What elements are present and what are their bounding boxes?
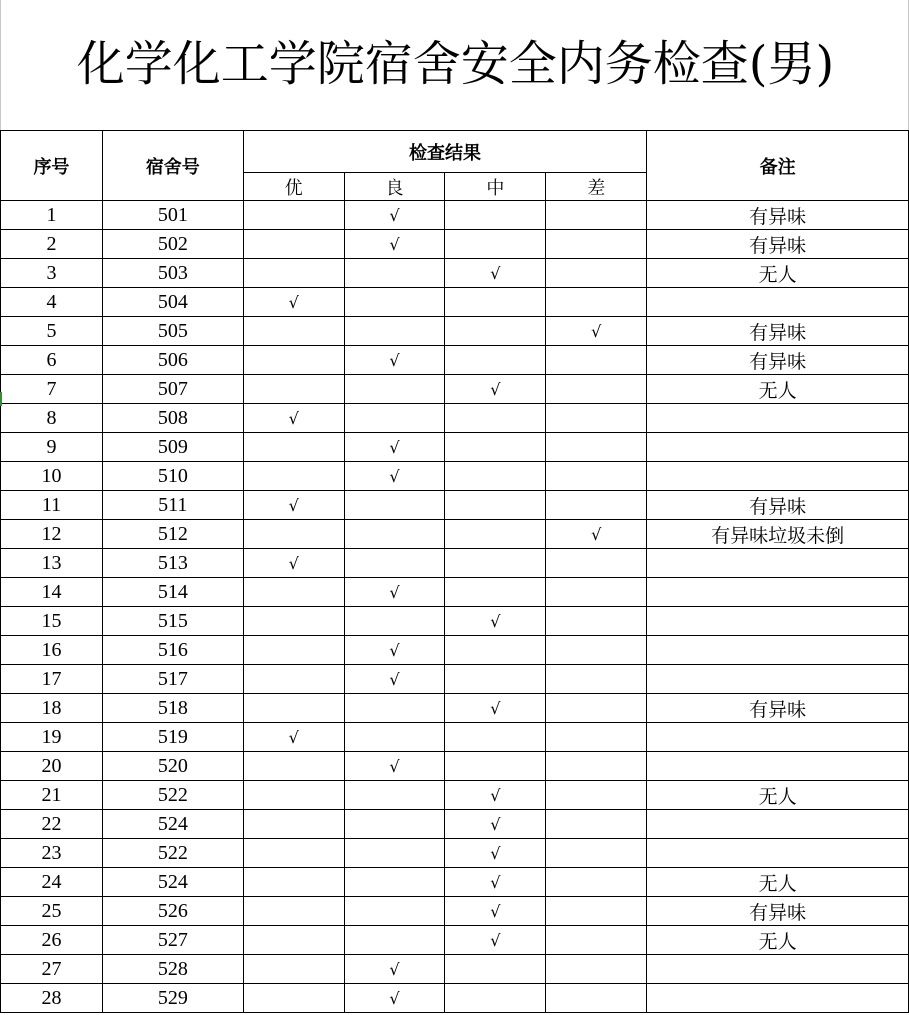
cell-note[interactable]: 无人 (647, 375, 909, 404)
cell-grade-good[interactable]: √ (344, 984, 445, 1013)
cell-grade-medium[interactable]: √ (445, 868, 546, 897)
cell-grade-good[interactable]: √ (344, 230, 445, 259)
cell-grade-excellent[interactable]: √ (243, 549, 344, 578)
cell-grade-medium[interactable]: √ (445, 839, 546, 868)
cell-grade-excellent[interactable]: √ (243, 491, 344, 520)
cell-note[interactable]: 有异味 (647, 491, 909, 520)
cell-note[interactable] (647, 810, 909, 839)
header-grade-medium[interactable]: 中 (445, 173, 546, 201)
cell-grade-good[interactable]: √ (344, 462, 445, 491)
cell-dorm[interactable]: 510 (102, 462, 243, 491)
cell-grade-excellent[interactable] (243, 694, 344, 723)
cell-seq[interactable]: 8 (1, 404, 103, 433)
cell-dorm[interactable]: 522 (102, 781, 243, 810)
cell-grade-medium[interactable] (445, 346, 546, 375)
cell-seq[interactable]: 11 (1, 491, 103, 520)
cell-grade-medium[interactable]: √ (445, 897, 546, 926)
cell-grade-medium[interactable] (445, 433, 546, 462)
cell-grade-good[interactable]: √ (344, 578, 445, 607)
cell-note[interactable]: 无人 (647, 781, 909, 810)
cell-dorm[interactable]: 526 (102, 897, 243, 926)
cell-note[interactable] (647, 955, 909, 984)
cell-seq[interactable]: 12 (1, 520, 103, 549)
header-note[interactable]: 备注 (647, 131, 909, 201)
cell-seq[interactable]: 26 (1, 926, 103, 955)
cell-grade-medium[interactable] (445, 288, 546, 317)
cell-grade-poor[interactable] (546, 375, 647, 404)
cell-grade-good[interactable]: √ (344, 955, 445, 984)
cell-dorm[interactable]: 518 (102, 694, 243, 723)
cell-grade-good[interactable]: √ (344, 636, 445, 665)
cell-grade-medium[interactable]: √ (445, 926, 546, 955)
cell-grade-excellent[interactable] (243, 607, 344, 636)
cell-grade-poor[interactable] (546, 781, 647, 810)
cell-seq[interactable]: 2 (1, 230, 103, 259)
cell-grade-good[interactable]: √ (344, 201, 445, 230)
cell-note[interactable]: 无人 (647, 868, 909, 897)
cell-seq[interactable]: 7 (1, 375, 103, 404)
cell-grade-good[interactable] (344, 897, 445, 926)
cell-grade-poor[interactable] (546, 549, 647, 578)
cell-grade-good[interactable] (344, 317, 445, 346)
cell-grade-excellent[interactable] (243, 520, 344, 549)
cell-grade-excellent[interactable] (243, 433, 344, 462)
cell-grade-good[interactable] (344, 549, 445, 578)
cell-grade-medium[interactable]: √ (445, 607, 546, 636)
cell-grade-medium[interactable]: √ (445, 781, 546, 810)
cell-note[interactable] (647, 723, 909, 752)
table-row (1, 288, 909, 317)
cell-grade-good[interactable] (344, 404, 445, 433)
cell-grade-good[interactable] (344, 288, 445, 317)
cell-grade-poor[interactable]: √ (546, 520, 647, 549)
cell-seq[interactable]: 15 (1, 607, 103, 636)
cell-grade-excellent[interactable] (243, 578, 344, 607)
cell-grade-good[interactable] (344, 520, 445, 549)
cell-grade-excellent[interactable] (243, 926, 344, 955)
table-row (1, 984, 909, 1013)
cell-grade-good[interactable] (344, 694, 445, 723)
cell-seq[interactable]: 3 (1, 259, 103, 288)
table-row (1, 694, 909, 723)
cell-grade-excellent[interactable] (243, 781, 344, 810)
cell-grade-excellent[interactable]: √ (243, 723, 344, 752)
cell-grade-excellent[interactable] (243, 636, 344, 665)
cell-dorm[interactable]: 522 (102, 839, 243, 868)
cell-dorm[interactable]: 514 (102, 578, 243, 607)
table-row (1, 317, 909, 346)
cell-grade-excellent[interactable] (243, 984, 344, 1013)
table-row (1, 810, 909, 839)
table-row (1, 752, 909, 781)
cell-grade-medium[interactable] (445, 984, 546, 1013)
cell-grade-medium[interactable] (445, 723, 546, 752)
cell-note[interactable] (647, 752, 909, 781)
cell-grade-excellent[interactable] (243, 462, 344, 491)
cell-dorm[interactable]: 524 (102, 868, 243, 897)
cell-grade-poor[interactable] (546, 810, 647, 839)
table-row (1, 520, 909, 549)
table-row (1, 926, 909, 955)
cell-dorm[interactable]: 527 (102, 926, 243, 955)
selection-marker (0, 392, 2, 406)
cell-grade-medium[interactable] (445, 491, 546, 520)
cell-grade-poor[interactable] (546, 201, 647, 230)
cell-dorm[interactable]: 516 (102, 636, 243, 665)
cell-note[interactable] (647, 984, 909, 1013)
cell-grade-excellent[interactable]: √ (243, 288, 344, 317)
cell-grade-poor[interactable] (546, 433, 647, 462)
cell-note[interactable] (647, 404, 909, 433)
cell-note[interactable]: 有异味 (647, 897, 909, 926)
cell-seq[interactable]: 1 (1, 201, 103, 230)
table-row (1, 404, 909, 433)
cell-dorm[interactable]: 507 (102, 375, 243, 404)
cell-dorm[interactable]: 512 (102, 520, 243, 549)
cell-seq[interactable]: 19 (1, 723, 103, 752)
cell-grade-medium[interactable]: √ (445, 810, 546, 839)
cell-dorm[interactable]: 513 (102, 549, 243, 578)
cell-dorm[interactable]: 519 (102, 723, 243, 752)
cell-seq[interactable]: 21 (1, 781, 103, 810)
cell-dorm[interactable]: 517 (102, 665, 243, 694)
cell-note[interactable] (647, 462, 909, 491)
cell-seq[interactable]: 13 (1, 549, 103, 578)
cell-grade-poor[interactable] (546, 607, 647, 636)
cell-seq[interactable]: 16 (1, 636, 103, 665)
cell-seq[interactable]: 10 (1, 462, 103, 491)
cell-note[interactable] (647, 607, 909, 636)
cell-grade-medium[interactable] (445, 578, 546, 607)
cell-grade-medium[interactable] (445, 230, 546, 259)
cell-grade-poor[interactable]: √ (546, 317, 647, 346)
cell-dorm[interactable]: 508 (102, 404, 243, 433)
header-grade-good[interactable]: 良 (344, 173, 445, 201)
cell-grade-excellent[interactable] (243, 897, 344, 926)
table-row (1, 201, 909, 230)
cell-grade-poor[interactable] (546, 288, 647, 317)
cell-grade-medium[interactable] (445, 955, 546, 984)
cell-grade-good[interactable] (344, 491, 445, 520)
cell-grade-poor[interactable] (546, 462, 647, 491)
cell-grade-poor[interactable] (546, 839, 647, 868)
table-row (1, 607, 909, 636)
cell-dorm[interactable]: 506 (102, 346, 243, 375)
title-area (0, 0, 909, 130)
table-row (1, 868, 909, 897)
cell-grade-excellent[interactable]: √ (243, 404, 344, 433)
cell-dorm[interactable]: 520 (102, 752, 243, 781)
cell-grade-excellent[interactable] (243, 955, 344, 984)
cell-grade-medium[interactable] (445, 636, 546, 665)
table-row (1, 665, 909, 694)
cell-grade-good[interactable] (344, 375, 445, 404)
cell-grade-excellent[interactable] (243, 839, 344, 868)
cell-grade-excellent[interactable] (243, 201, 344, 230)
cell-seq[interactable]: 25 (1, 897, 103, 926)
table-row (1, 433, 909, 462)
cell-note[interactable] (647, 549, 909, 578)
cell-grade-poor[interactable] (546, 955, 647, 984)
header-dorm[interactable]: 宿舍号 (102, 131, 243, 201)
cell-grade-poor[interactable] (546, 897, 647, 926)
cell-note[interactable]: 有异味 (647, 201, 909, 230)
cell-seq[interactable]: 17 (1, 665, 103, 694)
cell-grade-excellent[interactable] (243, 810, 344, 839)
header-grade-excellent[interactable]: 优 (243, 173, 344, 201)
table-row (1, 955, 909, 984)
cell-seq[interactable]: 27 (1, 955, 103, 984)
table-row (1, 549, 909, 578)
table-row (1, 578, 909, 607)
cell-dorm[interactable]: 509 (102, 433, 243, 462)
table-row (1, 839, 909, 868)
cell-grade-good[interactable] (344, 723, 445, 752)
cell-note[interactable]: 有异味 (647, 346, 909, 375)
cell-grade-excellent[interactable] (243, 317, 344, 346)
cell-grade-poor[interactable] (546, 694, 647, 723)
header-result[interactable]: 检查结果 (243, 131, 646, 173)
cell-grade-medium[interactable]: √ (445, 375, 546, 404)
cell-grade-medium[interactable] (445, 404, 546, 433)
cell-grade-poor[interactable] (546, 926, 647, 955)
cell-note[interactable] (647, 839, 909, 868)
cell-grade-poor[interactable] (546, 723, 647, 752)
cell-seq[interactable]: 18 (1, 694, 103, 723)
header-seq[interactable]: 序号 (1, 131, 103, 201)
sheet-title: 化学化工学院宿舍安全内务检查(男) (76, 36, 835, 92)
cell-grade-poor[interactable] (546, 578, 647, 607)
table-row (1, 346, 909, 375)
cell-dorm[interactable]: 503 (102, 259, 243, 288)
table-row (1, 259, 909, 288)
cell-note[interactable]: 无人 (647, 926, 909, 955)
cell-grade-good[interactable]: √ (344, 752, 445, 781)
cell-seq[interactable]: 28 (1, 984, 103, 1013)
cell-grade-medium[interactable] (445, 752, 546, 781)
cell-dorm[interactable]: 524 (102, 810, 243, 839)
cell-note[interactable] (647, 665, 909, 694)
cell-grade-medium[interactable]: √ (445, 694, 546, 723)
cell-grade-medium[interactable] (445, 549, 546, 578)
cell-grade-poor[interactable] (546, 665, 647, 694)
cell-note[interactable]: 有异味 (647, 230, 909, 259)
cell-dorm[interactable]: 502 (102, 230, 243, 259)
cell-grade-good[interactable] (344, 839, 445, 868)
table-row (1, 375, 909, 404)
cell-dorm[interactable]: 501 (102, 201, 243, 230)
cell-grade-poor[interactable] (546, 230, 647, 259)
cell-note[interactable] (647, 578, 909, 607)
cell-dorm[interactable]: 528 (102, 955, 243, 984)
cell-grade-poor[interactable] (546, 259, 647, 288)
cell-grade-excellent[interactable] (243, 752, 344, 781)
cell-grade-medium[interactable] (445, 520, 546, 549)
cell-grade-good[interactable] (344, 868, 445, 897)
cell-grade-excellent[interactable] (243, 346, 344, 375)
cell-grade-excellent[interactable] (243, 230, 344, 259)
cell-grade-poor[interactable] (546, 636, 647, 665)
cell-seq[interactable]: 20 (1, 752, 103, 781)
cell-seq[interactable]: 9 (1, 433, 103, 462)
cell-grade-good[interactable] (344, 926, 445, 955)
cell-note[interactable] (647, 636, 909, 665)
cell-grade-good[interactable]: √ (344, 433, 445, 462)
cell-dorm[interactable]: 529 (102, 984, 243, 1013)
cell-grade-poor[interactable] (546, 491, 647, 520)
table-row (1, 230, 909, 259)
cell-dorm[interactable]: 504 (102, 288, 243, 317)
cell-dorm[interactable]: 511 (102, 491, 243, 520)
cell-dorm[interactable]: 515 (102, 607, 243, 636)
cell-grade-good[interactable] (344, 259, 445, 288)
cell-note[interactable] (647, 288, 909, 317)
cell-dorm[interactable]: 505 (102, 317, 243, 346)
header-grade-poor[interactable]: 差 (546, 173, 647, 201)
cell-note[interactable]: 无人 (647, 259, 909, 288)
table-row (1, 781, 909, 810)
cell-grade-medium[interactable] (445, 462, 546, 491)
cell-seq[interactable]: 4 (1, 288, 103, 317)
cell-grade-excellent[interactable] (243, 868, 344, 897)
cell-grade-poor[interactable] (546, 868, 647, 897)
cell-grade-good[interactable]: √ (344, 346, 445, 375)
cell-grade-good[interactable] (344, 607, 445, 636)
cell-grade-good[interactable] (344, 781, 445, 810)
cell-seq[interactable]: 5 (1, 317, 103, 346)
cell-grade-excellent[interactable] (243, 259, 344, 288)
cell-grade-good[interactable] (344, 810, 445, 839)
cell-seq[interactable]: 24 (1, 868, 103, 897)
cell-grade-good[interactable]: √ (344, 665, 445, 694)
cell-grade-excellent[interactable] (243, 375, 344, 404)
cell-note[interactable]: 有异味 (647, 694, 909, 723)
inspection-table (0, 130, 909, 1013)
cell-grade-excellent[interactable] (243, 665, 344, 694)
cell-grade-medium[interactable] (445, 201, 546, 230)
table-row (1, 897, 909, 926)
cell-grade-poor[interactable] (546, 984, 647, 1013)
table-row (1, 723, 909, 752)
cell-seq[interactable]: 14 (1, 578, 103, 607)
table-row (1, 491, 909, 520)
cell-grade-poor[interactable] (546, 346, 647, 375)
table-row (1, 462, 909, 491)
cell-note[interactable] (647, 433, 909, 462)
cell-seq[interactable]: 22 (1, 810, 103, 839)
cell-note[interactable]: 有异味 (647, 317, 909, 346)
cell-note[interactable]: 有异味垃圾未倒 (647, 520, 909, 549)
cell-seq[interactable]: 6 (1, 346, 103, 375)
cell-grade-medium[interactable] (445, 665, 546, 694)
cell-grade-medium[interactable]: √ (445, 259, 546, 288)
cell-grade-poor[interactable] (546, 404, 647, 433)
cell-grade-poor[interactable] (546, 752, 647, 781)
table-row (1, 636, 909, 665)
cell-grade-medium[interactable] (445, 317, 546, 346)
cell-seq[interactable]: 23 (1, 839, 103, 868)
